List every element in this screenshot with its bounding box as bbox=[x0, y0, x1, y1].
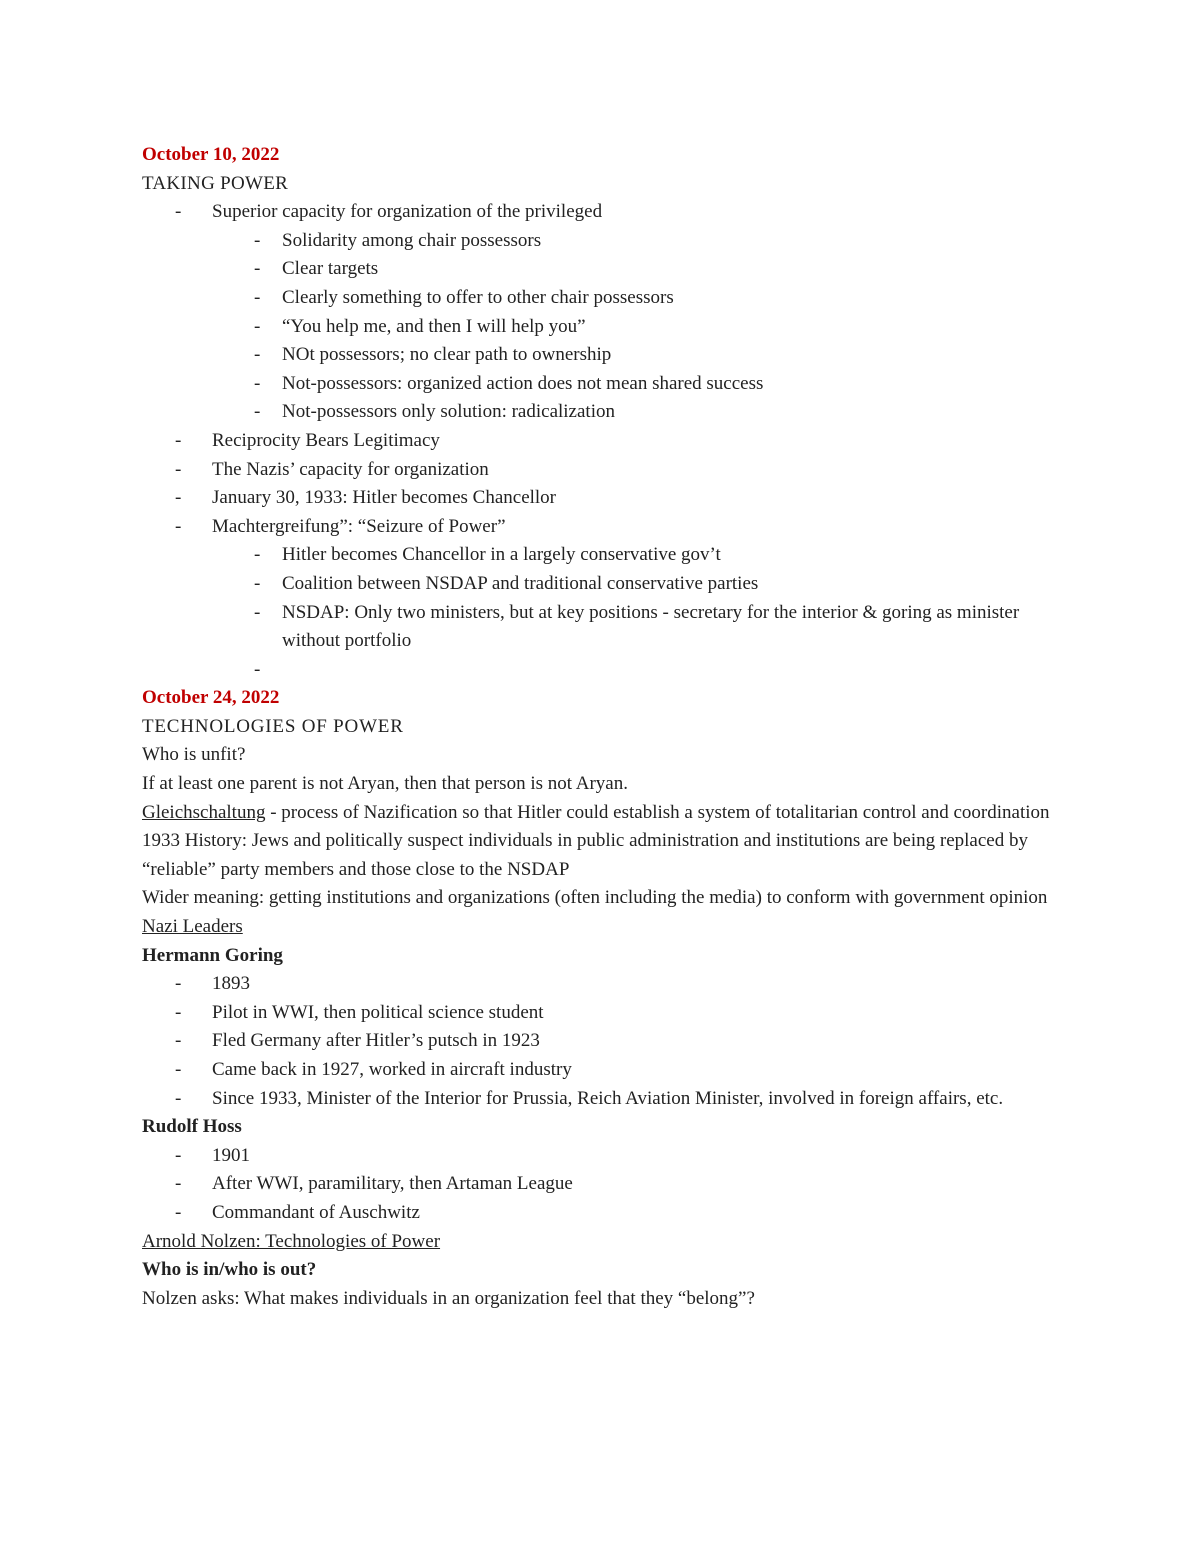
list-item: - Solidarity among chair possessors bbox=[142, 227, 1072, 256]
list-item: - Clear targets bbox=[142, 255, 1072, 284]
subsection-title: Nazi Leaders bbox=[142, 916, 243, 938]
section-date: October 10, 2022 bbox=[142, 144, 280, 165]
list-item: - Clearly something to offer to other chair possessors bbox=[142, 284, 1072, 313]
list-item: - 1901 bbox=[142, 1142, 1072, 1171]
document-page bbox=[142, 141, 1072, 1313]
list-item: - Since 1933, Minister of the Interior for Prussia, Reich Aviation Minister, involved in foreign affairs, etc. bbox=[142, 1085, 1072, 1114]
term-definition: - process of Nazification so that Hitler could establish a system of totalitarian control and coordination bbox=[265, 801, 1050, 823]
paragraph: Wider meaning: getting institutions and organizations (often including the media) to conform with government opinion bbox=[142, 887, 1048, 909]
list-item: - Coalition between NSDAP and traditional conservative parties bbox=[142, 570, 1072, 599]
list-item: - Commandant of Auschwitz bbox=[142, 1199, 1072, 1228]
paragraph: If at least one parent is not Aryan, then that person is not Aryan. bbox=[142, 773, 628, 795]
section-heading: TAKING POWER bbox=[142, 172, 289, 194]
person-name: Hermann Goring bbox=[142, 944, 283, 966]
list-item-text: Machtergreifung”: “Seizure of Power” bbox=[212, 515, 506, 537]
bullet-list bbox=[142, 970, 1072, 1113]
bullet-list bbox=[142, 198, 1072, 684]
subsection-title: Arnold Nolzen: Technologies of Power bbox=[142, 1230, 441, 1252]
list-item: - Fled Germany after Hitler’s putsch in 1923 bbox=[142, 1027, 1072, 1056]
list-item: - Reciprocity Bears Legitimacy bbox=[142, 427, 1072, 456]
list-item bbox=[142, 198, 1072, 427]
sub-bullet-list bbox=[142, 227, 1072, 427]
term-gleichschaltung: Gleichschaltung bbox=[142, 801, 266, 823]
list-item: - Hitler becomes Chancellor in a largely conservative gov’t bbox=[142, 541, 1072, 570]
list-item: - NOt possessors; no clear path to ownership bbox=[142, 341, 1072, 370]
paragraph: Who is unfit? bbox=[142, 744, 246, 766]
list-item: - The Nazis’ capacity for organization bbox=[142, 456, 1072, 485]
section-heading: TECHNOLOGIES OF POWER bbox=[142, 715, 404, 737]
bold-question: Who is in/who is out? bbox=[142, 1259, 317, 1281]
list-item: - After WWI, paramilitary, then Artaman League bbox=[142, 1170, 1072, 1199]
paragraph bbox=[142, 799, 1072, 828]
paragraph: Nolzen asks: What makes individuals in an organization feel that they “belong”? bbox=[142, 1287, 755, 1309]
list-item: - Came back in 1927, worked in aircraft industry bbox=[142, 1056, 1072, 1085]
person-name: Rudolf Hoss bbox=[142, 1116, 242, 1138]
list-item: - 1893 bbox=[142, 970, 1072, 999]
list-item: - Pilot in WWI, then political science student bbox=[142, 999, 1072, 1028]
list-item bbox=[142, 656, 1072, 685]
list-item-text: Superior capacity for organization of the privileged bbox=[212, 201, 603, 223]
list-item: - NSDAP: Only two ministers, but at key positions - secretary for the interior & goring as minister without portfolio bbox=[142, 599, 1072, 656]
paragraph: 1933 History: Jews and politically suspect individuals in public administration and institutions are being replaced by “reliable” party members and those close to the NSDAP bbox=[142, 830, 1028, 880]
list-item bbox=[142, 513, 1072, 685]
section-date: October 24, 2022 bbox=[142, 687, 280, 709]
list-item: - “You help me, and then I will help you” bbox=[142, 313, 1072, 342]
list-item: - Not-possessors: organized action does not mean shared success bbox=[142, 370, 1072, 399]
list-item: - Not-possessors only solution: radicalization bbox=[142, 398, 1072, 427]
sub-bullet-list bbox=[142, 541, 1072, 684]
list-item: - January 30, 1933: Hitler becomes Chancellor bbox=[142, 484, 1072, 513]
bullet-list bbox=[142, 1142, 1072, 1228]
